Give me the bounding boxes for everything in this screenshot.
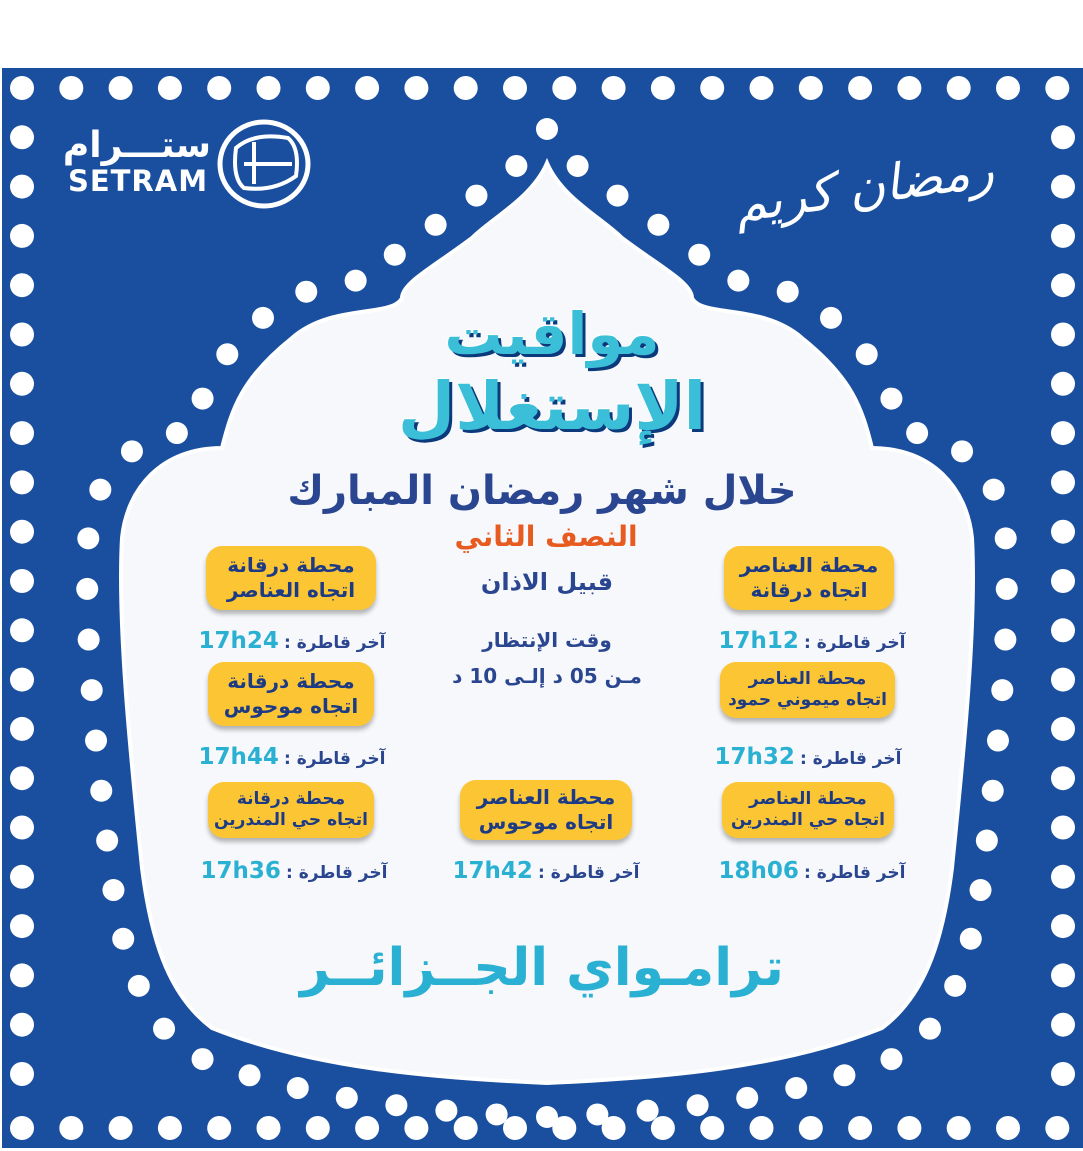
border-dot xyxy=(239,1064,261,1086)
border-dot xyxy=(536,118,558,140)
ramadan-kareem-greeting: رمضان كريم xyxy=(730,140,998,234)
last-tram-label: آخر قاطرة : xyxy=(286,863,388,883)
direction-name: اتجاه موحوس xyxy=(223,694,359,718)
border-dot xyxy=(880,388,902,410)
last-tram-time xyxy=(194,858,394,884)
schedule-badge xyxy=(722,782,894,838)
border-dot xyxy=(384,244,406,266)
last-tram-label: آخر قاطرة : xyxy=(538,863,640,883)
border-dot xyxy=(785,1077,807,1099)
border-dot xyxy=(982,780,1004,802)
border-dot xyxy=(586,1103,608,1125)
last-tram-time xyxy=(446,858,646,884)
time-value: 17h32 xyxy=(714,744,795,770)
time-value: 17h42 xyxy=(452,858,533,884)
direction-name: اتجاه ميموني حمود xyxy=(728,690,887,710)
border-dot xyxy=(128,975,150,997)
schedule-badge xyxy=(206,546,376,610)
border-dot xyxy=(385,1094,407,1116)
border-dot xyxy=(880,1048,902,1070)
wait-time-label: وقت الإنتظار xyxy=(482,628,612,652)
poster xyxy=(2,68,1083,1148)
station-name: محطة درقانة xyxy=(227,553,355,577)
border-dot xyxy=(983,479,1005,501)
direction-name: اتجاه حي المندرين xyxy=(730,810,885,830)
border-dot xyxy=(687,1094,709,1116)
border-dot xyxy=(336,1087,358,1109)
border-dot xyxy=(153,1018,175,1040)
border-dot xyxy=(987,730,1009,752)
border-dot xyxy=(89,479,111,501)
border-dot xyxy=(85,730,107,752)
border-dot xyxy=(505,155,527,177)
direction-name: اتجاه موحوس xyxy=(478,810,614,834)
border-dot xyxy=(647,214,669,236)
schedule-badge xyxy=(720,662,895,718)
border-dot xyxy=(81,679,103,701)
last-tram-time xyxy=(192,744,392,770)
border-dot xyxy=(216,343,238,365)
border-dot xyxy=(192,1048,214,1070)
border-dot xyxy=(951,440,973,462)
border-dot xyxy=(465,185,487,207)
last-tram-label: آخر قاطرة : xyxy=(284,633,386,653)
before-adhan-label: قبيل الاذان xyxy=(480,568,614,596)
last-tram-time xyxy=(192,628,392,654)
border-dot xyxy=(994,629,1016,651)
time-value: 17h44 xyxy=(198,744,279,770)
schedule-badge xyxy=(208,662,374,726)
station-name: محطة العناصر xyxy=(476,785,616,809)
border-dot xyxy=(960,928,982,950)
border-dot xyxy=(486,1103,508,1125)
footer-title: ترامـواي الجــزائــر xyxy=(300,938,784,998)
border-dot xyxy=(287,1077,309,1099)
last-tram-label: آخر قاطرة : xyxy=(800,749,902,769)
border-dot xyxy=(970,879,992,901)
last-tram-time xyxy=(712,858,912,884)
border-dot xyxy=(252,307,274,329)
border-dot xyxy=(76,578,98,600)
border-dot xyxy=(991,679,1013,701)
schedule-badge xyxy=(208,782,374,838)
border-dot xyxy=(820,307,842,329)
schedule-badge xyxy=(724,546,894,610)
border-dot xyxy=(637,1100,659,1122)
border-dot xyxy=(688,244,710,266)
border-dot xyxy=(906,422,928,444)
border-dot xyxy=(192,388,214,410)
border-dot xyxy=(121,440,143,462)
border-dot xyxy=(96,830,118,852)
time-value: 17h24 xyxy=(198,628,279,654)
border-dot xyxy=(567,155,589,177)
border-dot xyxy=(345,270,367,292)
border-dot xyxy=(435,1100,457,1122)
station-name: محطة العناصر xyxy=(749,788,867,809)
last-tram-label: آخر قاطرة : xyxy=(804,863,906,883)
direction-name: اتجاه العناصر xyxy=(226,578,356,602)
title-line-2: الإستغلال xyxy=(397,368,707,445)
wait-time-range: مـن 05 د إلـى 10 د xyxy=(452,664,642,688)
station-name: محطة العناصر xyxy=(748,668,867,689)
border-dot xyxy=(727,270,749,292)
border-dot xyxy=(425,214,447,236)
border-dot xyxy=(78,629,100,651)
period-label: النصف الثاني xyxy=(454,520,638,553)
border-dot xyxy=(166,422,188,444)
subtitle: خلال شهر رمضان المبارك xyxy=(287,468,797,514)
last-tram-time xyxy=(712,628,912,654)
station-name: محطة درقانة xyxy=(236,788,346,809)
schedule-badge xyxy=(460,780,632,840)
border-dot xyxy=(996,578,1018,600)
border-dot xyxy=(536,1106,558,1128)
station-name: محطة العناصر xyxy=(739,553,879,577)
time-value: 18h06 xyxy=(718,858,799,884)
border-dot xyxy=(856,343,878,365)
setram-logo-latin: SETRAM xyxy=(67,164,209,198)
border-dot xyxy=(736,1087,758,1109)
border-dot xyxy=(919,1018,941,1040)
last-tram-time xyxy=(708,744,908,770)
setram-tram-icon xyxy=(214,118,314,210)
direction-name: اتجاه حي المندرين xyxy=(213,810,368,830)
station-name: محطة درقانة xyxy=(227,669,355,693)
time-value: 17h36 xyxy=(200,858,281,884)
direction-name: اتجاه درقانة xyxy=(750,578,868,602)
border-dot xyxy=(607,185,629,207)
border-dot xyxy=(976,830,998,852)
last-tram-label: آخر قاطرة : xyxy=(284,749,386,769)
last-tram-label: آخر قاطرة : xyxy=(804,633,906,653)
border-dot xyxy=(833,1064,855,1086)
time-value: 17h12 xyxy=(718,628,799,654)
border-dot xyxy=(944,975,966,997)
setram-logo-arabic: ستـــرام xyxy=(62,125,212,166)
border-dot xyxy=(102,879,124,901)
border-dot xyxy=(112,928,134,950)
border-dot xyxy=(77,527,99,549)
border-dot xyxy=(90,780,112,802)
border-dot xyxy=(995,527,1017,549)
title-line-1: مواقيت xyxy=(444,300,660,368)
